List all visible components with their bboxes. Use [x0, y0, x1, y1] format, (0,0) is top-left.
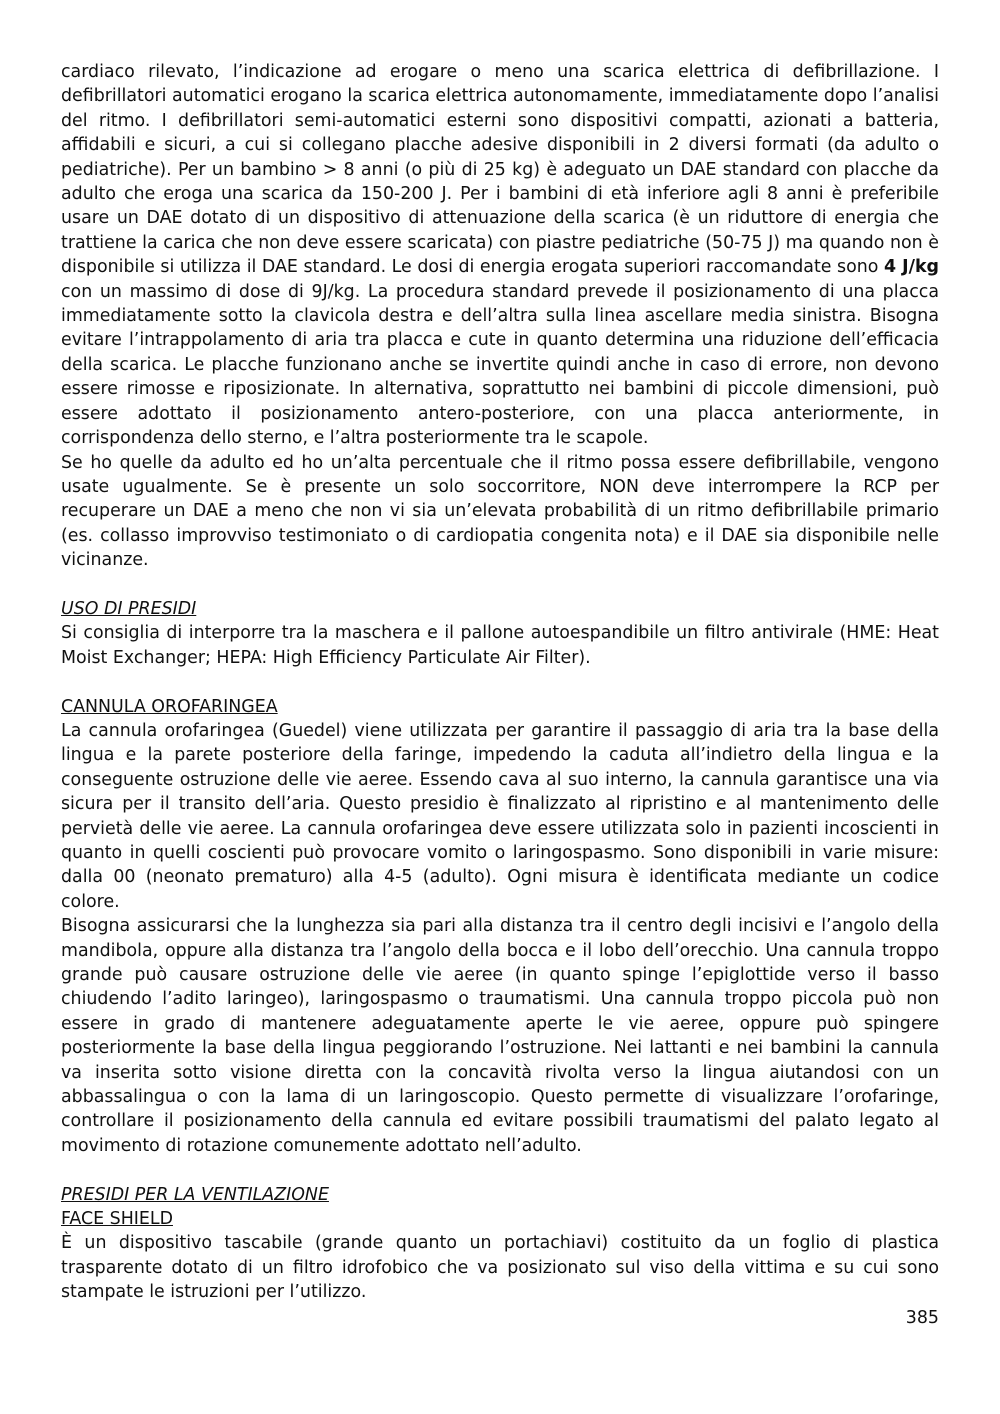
heading-uso-presidi: USO DI PRESIDI [61, 598, 197, 619]
paragraph-cannula-sizing: Bisogna assicurarsi che la lunghezza sia pari alla distanza tra il centro degli incisivi e l’angolo della mandibola, oppure alla distanza tra l’angolo della bocca e il lobo dell’orecchio. Una cannula troppo grande può causare ostruzione delle vie aeree (in quanto spinge l’epiglottide verso il basso chiudendo l’adito laringeo), laringospasmo o traumatismi. Una cannula troppo piccola può non essere in grado di mantenere adeguatamente aperte le vie aeree, oppure può spingere posteriormente la base della lingua peggiorando l’ostruzione. Nei lattanti e nei bambini la cannula va inserita sotto visione diretta con la concavità rivolta verso la lingua aiutandosi con un abbassalingua o con la lama di un laringoscopio. Questo permette di visualizzare l’orofaringe, controllare il posizionamento della cannula ed evitare possibili traumatismi del palato legato al movimento di rotazione comunemente adottato nell’adulto. [61, 916, 939, 1156]
heading-cannula-orofaringea: CANNULA OROFARINGEA [61, 696, 278, 717]
paragraph-dae-pads [61, 60, 939, 451]
paragraph-presidi-filter: Si consiglia di interporre tra la maschera e il pallone autoespandibile un filtro antivirale (HME: Heat Moist Exchanger; HEPA: High Efficiency Particulate Air Filter). [61, 623, 939, 668]
paragraph-text: con un massimo di dose di 9J/kg. La procedura standard prevede il posizionamento di una placca immediatamente sotto la clavicola destra e dell’altra sulla linea ascellare media sinistra. Bisogna evitare l’intrappolamento di aria tra placca e cute in quanto determina una riduzione dell’efficacia della scarica. Le placche funzionano anche se invertite quindi anche in caso di errore, non devono essere rimosse e riposizionate. In alternativa, soprattutto nei bambini di piccole dimensioni, può essere adottato il posizionamento antero-posteriore, con una placca anteriormente, in corrispondenza dello sterno, e l’altra posteriormente tra le scapole. [61, 281, 939, 449]
paragraph-face-shield: È un dispositivo tascabile (grande quanto un portachiavi) costituito da un foglio di plastica trasparente dotato di un filtro idrofobico che va posizionato sul viso della vittima e su cui sono stampate le istruzioni per l’utilizzo. [61, 1233, 939, 1303]
heading-presidi-ventilazione: PRESIDI PER LA VENTILAZIONE [61, 1184, 329, 1205]
paragraph-spacer [61, 670, 939, 694]
paragraph-spacer [61, 1158, 939, 1182]
paragraph-dae-adult-pads: Se ho quelle da adulto ed ho un’alta percentuale che il ritmo possa essere defibrillabile, vengono usate ugualmente. Se è presente un solo soccorritore, NON deve interrompere la RCP per recuperare un DAE a meno che non vi sia un’elevata probabilità di un ritmo defibrillabile primario (es. collasso improvviso testimoniato o di cardiopatia congenita nota) e il DAE sia disponibile nelle vicinanze. [61, 452, 939, 571]
paragraph-cannula-description: La cannula orofaringea (Guedel) viene utilizzata per garantire il passaggio di aria tra la base della lingua e la parete posteriore della faringe, impedendo la caduta all’indietro della lingua e la conseguente ostruzione delle vie aeree. Essendo cava al suo interno, la cannula garantisce una via sicura per il transito dell’aria. Questo presidio è finalizzato al ripristino e al mantenimento delle pervietà delle vie aeree. La cannula orofaringea deve essere utilizzata solo in pazienti incoscienti in quanto in quelli coscienti può provocare vomito o laringospasmo. Sono disponibili in varie misure: dalla 00 (neonato prematuro) alla 4-5 (adulto). Ogni misura è identificata mediante un codice colore. [61, 720, 939, 912]
bold-dose-value: 4 J/kg [883, 257, 939, 278]
document-page [61, 60, 939, 1305]
paragraph-spacer [61, 573, 939, 597]
page-number: 385 [905, 1308, 939, 1328]
paragraph-text: cardiaco rilevato, l’indicazione ad erogare o meno una scarica elettrica di defibrillazione. I defibrillatori automatici erogano la scarica elettrica autonomamente, immediatamente dopo l’analisi del ritmo. I defibrillatori semi-automatici esterni sono dispositivi compatti, azionati a batteria, affidabili e sicuri, a cui si collegano placche adesive disponibili in 2 diversi formati (da adulto o pediatriche). Per un bambino > 8 anni (o più di 25 kg) è adeguato un DAE standard con placche da adulto che eroga una scarica da 150-200 J. Per i bambini di età inferiore agli 8 anni è preferibile usare un DAE dotato di un dispositivo di attenuazione della scarica (è un riduttore di energia che trattiene la carica che non deve essere scaricata) con piastre pediatriche (50-75 J) ma quando non è disponibile si utilizza il DAE standard. Le dosi di energia erogata superiori raccomandate sono [61, 62, 939, 278]
heading-face-shield: FACE SHIELD [61, 1209, 173, 1230]
